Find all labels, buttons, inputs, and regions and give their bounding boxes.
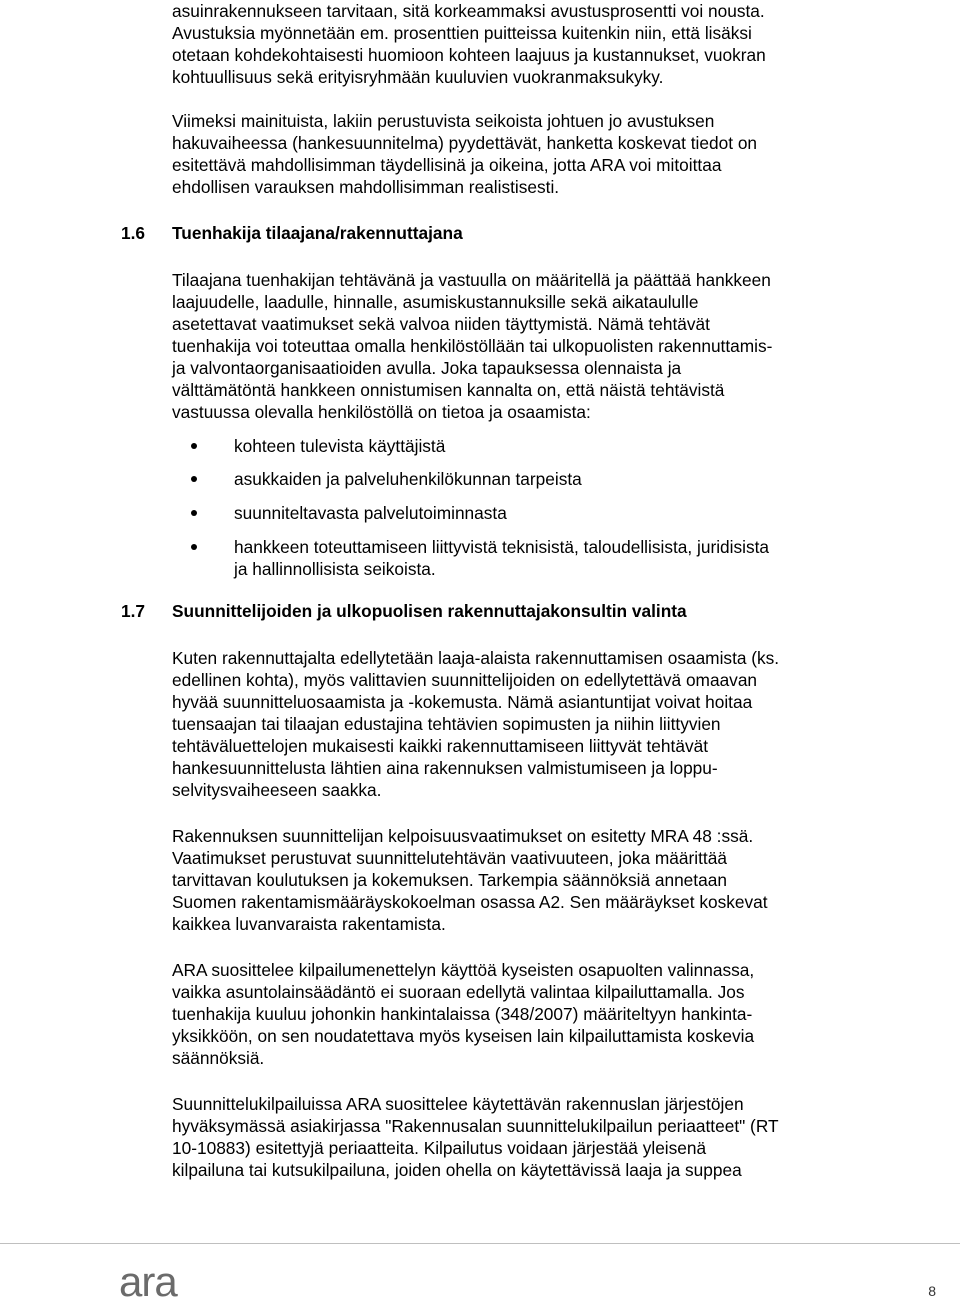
list-item-text: asukkaiden ja palveluhenkilökunnan tarpeista: [234, 469, 582, 489]
text-line: edellinen kohta), myös valittavien suunnittelijoiden on edellytettävä omaavan: [172, 670, 758, 690]
section-1-7-paragraph: [172, 959, 872, 1069]
text-line: yksikköön, on sen noudatettava myös kyseisen lain kilpailuttamista koskevia: [172, 1026, 755, 1046]
text-line: selvitysvaiheeseen saakka.: [172, 780, 382, 800]
text-line: ehdollisen varauksen mahdollisimman realistisesti.: [172, 177, 560, 197]
text-line: laajuudelle, laadulle, hinnalle, asumiskustannuksille sekä aikataululle: [172, 292, 699, 312]
text-line: kilpailuna tai kutsukilpailuna, joiden ohella on käytettävissä laaja ja suppea: [172, 1160, 742, 1180]
text-line: 10-10883) esitettyjä periaatteita. Kilpailutus voidaan järjestää yleisenä: [172, 1138, 707, 1158]
section-number: 1.6: [121, 223, 146, 243]
text-line: Avustuksia myönnetään em. prosenttien puitteissa kuitenkin niin, että lisäksi: [172, 23, 752, 43]
text-line: välttämätöntä hankkeen onnistumisen kannalta on, että näistä tehtävistä: [172, 380, 725, 400]
viimeksi-paragraph: [172, 110, 872, 198]
text-line: otetaan kohdekohtaisesti huomioon kohteen laajuus ja kustannukset, vuokran: [172, 45, 766, 65]
text-line: asetettavat vaatimukset sekä valvoa niiden täyttymistä. Nämä tehtävät: [172, 314, 710, 334]
text-line: Kuten rakennuttajalta edellytetään laaja-alaista rakennuttamisen osaamista (ks.: [172, 648, 780, 668]
text-line: ARA suosittelee kilpailumenettelyn käyttöä kyseisten osapuolten valinnassa,: [172, 960, 755, 980]
text-line: Suunnittelukilpailuissa ARA suosittelee käytettävän rakennuslan järjestöjen: [172, 1094, 744, 1114]
text-line: säännöksiä.: [172, 1048, 265, 1068]
text-line: asuinrakennukseen tarvitaan, sitä korkeammaksi avustusprosentti voi nousta.: [172, 1, 765, 21]
bullet-icon: [191, 544, 197, 550]
text-line: tuensaajan tai tilaajan edustajina tehtävien sopimusten ja niihin liittyvien: [172, 714, 721, 734]
text-line: ja hallinnollisista seikoista.: [234, 559, 436, 579]
text-line: vastuussa olevalla henkilöstöllä on tietoa ja osaamista:: [172, 402, 591, 422]
text-line: hankesuunnittelusta lähtien aina rakennuksen valmistumiseen ja loppu-: [172, 758, 718, 778]
text-line: Tilaajana tuenhakijan tehtävänä ja vastuulla on määritellä ja päättää hankkeen: [172, 270, 771, 290]
text-line: kohtuullisuus sekä erityisryhmään kuuluvien vuokranmaksukyky.: [172, 67, 664, 87]
bullet-icon: [191, 476, 197, 482]
section-1-7-paragraph: [172, 825, 872, 935]
bullet-icon: [191, 510, 197, 516]
text-line: ja valvontaorganisaatioiden avulla. Joka tapauksessa olennaista ja: [172, 358, 682, 378]
section-1-7-paragraph: [172, 1093, 872, 1181]
text-line: tuenhakija kuuluu johonkin hankintalaissa (348/2007) määriteltyyn hankinta-: [172, 1004, 753, 1024]
list-item-text: kohteen tulevista käyttäjistä: [234, 436, 446, 456]
list-item-text: suunniteltavasta palvelutoiminnasta: [234, 503, 507, 523]
text-line: hyväksymässä asiakirjassa "Rakennusalan suunnittelukilpailun periaatteet" (RT: [172, 1116, 779, 1136]
section-title: Tuenhakija tilaajana/rakennuttajana: [172, 223, 463, 243]
footer-divider: [0, 1243, 960, 1244]
text-line: vaikka asuntolainsäädäntö ei suoraan edellytä valintaa kilpailuttamalla. Jos: [172, 982, 745, 1002]
text-line: kaikkea luvanvaraista rakentamista.: [172, 914, 446, 934]
text-line: tuenhakija voi toteuttaa omalla henkilöstöllään tai ulkopuolisten rakennuttamis-: [172, 336, 773, 356]
ara-logo: [119, 1262, 191, 1302]
text-line: Vaatimukset perustuvat suunnittelutehtävän vaativuuteen, joka määrittää: [172, 848, 727, 868]
logo-text: ara: [119, 1262, 177, 1302]
text-line: tehtäväluettelojen mukaisesti kaikki rakennuttamiseen liittyvät tehtävät: [172, 736, 708, 756]
section-1-7-paragraph: [172, 647, 872, 801]
text-line: hyvää suunnitteluosaamista ja -kokemusta. Nämä asiantuntijat voivat hoitaa: [172, 692, 753, 712]
intro-paragraph: [172, 0, 872, 88]
list-item-text: [234, 536, 874, 580]
text-line: Viimeksi mainituista, lakiin perustuvista seikoista johtuen jo avustuksen: [172, 111, 715, 131]
text-line: tarvittavan koulutuksen ja kokemuksen. Tarkempia säännöksiä annetaan: [172, 870, 727, 890]
text-line: Suomen rakentamismääräyskokoelman osassa A2. Sen määräykset koskevat: [172, 892, 768, 912]
section-title: Suunnittelijoiden ja ulkopuolisen rakennuttajakonsultin valinta: [172, 601, 687, 621]
text-line: hankkeen toteuttamiseen liittyvistä teknisistä, taloudellisista, juridisista: [234, 537, 770, 557]
section-heading-1-7: [121, 600, 881, 622]
section-1-6-paragraph: [172, 269, 872, 423]
text-line: Rakennuksen suunnittelijan kelpoisuusvaatimukset on esitetty MRA 48 :ssä.: [172, 826, 754, 846]
page-number: 8: [928, 1283, 936, 1299]
bullet-icon: [191, 443, 197, 449]
section-heading-1-6: [121, 222, 881, 244]
section-number: 1.7: [121, 601, 146, 621]
text-line: esitettävä mahdollisimman täydellisinä ja oikeina, jotta ARA voi mitoittaa: [172, 155, 722, 175]
text-line: hakuvaiheessa (hankesuunnitelma) pyydettävät, hanketta koskevat tiedot on: [172, 133, 758, 153]
